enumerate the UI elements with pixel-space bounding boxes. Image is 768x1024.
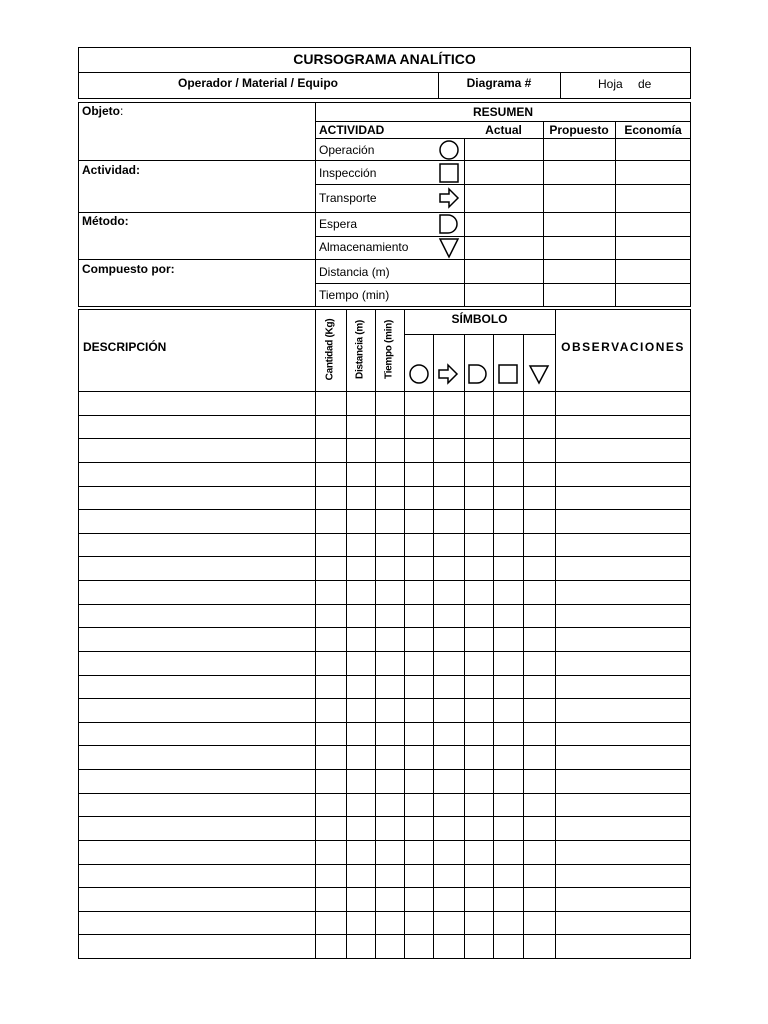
object-label: Objeto: xyxy=(82,104,124,118)
table-cell-input[interactable] xyxy=(316,794,346,816)
summary-col-economy: Economía xyxy=(624,123,682,137)
table-cell-input[interactable] xyxy=(405,841,433,863)
table-cell-input[interactable] xyxy=(376,841,404,863)
table-cell-input[interactable] xyxy=(524,865,555,887)
table-cell-input[interactable] xyxy=(556,699,691,721)
table-cell-input[interactable] xyxy=(376,392,404,414)
table-cell-input[interactable] xyxy=(405,581,433,603)
table-cell-input[interactable] xyxy=(494,605,523,627)
table-cell-input[interactable] xyxy=(347,841,375,863)
table-cell-input[interactable] xyxy=(79,699,315,721)
table-cell-input[interactable] xyxy=(347,605,375,627)
table-cell-input[interactable] xyxy=(316,699,346,721)
table-cell-input[interactable] xyxy=(524,770,555,792)
table-cell-input[interactable] xyxy=(405,463,433,485)
summary-row-wait: Espera xyxy=(319,217,358,231)
table-cell-input[interactable] xyxy=(79,746,315,768)
table-cell-input[interactable] xyxy=(405,392,433,414)
table-cell-input[interactable] xyxy=(347,676,375,698)
table-cell-input[interactable] xyxy=(556,557,691,579)
table-cell-input[interactable] xyxy=(465,794,493,816)
table-cell-input[interactable] xyxy=(347,416,375,438)
table-cell-input[interactable] xyxy=(524,652,555,674)
table-cell-input[interactable] xyxy=(79,912,315,934)
table-cell-input[interactable] xyxy=(316,817,346,839)
table-cell-input[interactable] xyxy=(79,676,315,698)
table-cell-input[interactable] xyxy=(405,912,433,934)
table-cell-input[interactable] xyxy=(347,770,375,792)
table-cell-input[interactable] xyxy=(316,746,346,768)
table-cell-input[interactable] xyxy=(316,557,346,579)
table-cell-input[interactable] xyxy=(79,628,315,650)
table-cell-input[interactable] xyxy=(524,463,555,485)
table-cell-input[interactable] xyxy=(316,676,346,698)
table-cell-input[interactable] xyxy=(376,463,404,485)
table-cell-input[interactable] xyxy=(434,817,464,839)
observations-header: OBSERVACIONES xyxy=(561,340,685,354)
table-cell-input[interactable] xyxy=(405,534,433,556)
table-cell-input[interactable] xyxy=(316,935,346,957)
table-cell-input[interactable] xyxy=(376,557,404,579)
table-cell-input[interactable] xyxy=(556,746,691,768)
table-cell-input[interactable] xyxy=(347,935,375,957)
table-cell-input[interactable] xyxy=(524,817,555,839)
distance-header: Distancia (m) xyxy=(354,320,366,379)
table-cell-input[interactable] xyxy=(347,510,375,532)
table-cell-input[interactable] xyxy=(556,652,691,674)
table-cell-input[interactable] xyxy=(347,463,375,485)
table-cell-input[interactable] xyxy=(376,912,404,934)
table-cell-input[interactable] xyxy=(405,510,433,532)
quantity-header: Cantidad (Kg) xyxy=(324,318,336,381)
table-cell-input[interactable] xyxy=(405,935,433,957)
table-cell-input[interactable] xyxy=(556,912,691,934)
table-cell-input[interactable] xyxy=(347,439,375,461)
table-cell-input[interactable] xyxy=(376,935,404,957)
table-cell-input[interactable] xyxy=(465,463,493,485)
table-cell-input[interactable] xyxy=(494,392,523,414)
table-cell-input[interactable] xyxy=(316,912,346,934)
table-cell-input[interactable] xyxy=(556,392,691,414)
table-cell-input[interactable] xyxy=(434,912,464,934)
table-cell-input[interactable] xyxy=(556,439,691,461)
table-cell-input[interactable] xyxy=(376,416,404,438)
table-cell-input[interactable] xyxy=(316,439,346,461)
table-cell-input[interactable] xyxy=(465,746,493,768)
table-cell-input[interactable] xyxy=(465,534,493,556)
table-cell-input[interactable] xyxy=(494,652,523,674)
table-cell-input[interactable] xyxy=(347,487,375,509)
table-cell-input[interactable] xyxy=(79,770,315,792)
table-cell-input[interactable] xyxy=(376,770,404,792)
table-cell-input[interactable] xyxy=(316,487,346,509)
table-cell-input[interactable] xyxy=(347,817,375,839)
table-cell-input[interactable] xyxy=(465,770,493,792)
summary-row-operation: Operación xyxy=(319,143,375,157)
table-cell-input[interactable] xyxy=(465,841,493,863)
summary-row-storage: Almacenamiento xyxy=(319,240,409,254)
table-cell-input[interactable] xyxy=(376,746,404,768)
table-cell-input[interactable] xyxy=(316,888,346,910)
table-cell-input[interactable] xyxy=(556,865,691,887)
table-cell-input[interactable] xyxy=(405,676,433,698)
table-cell-input[interactable] xyxy=(405,557,433,579)
table-cell-input[interactable] xyxy=(556,416,691,438)
table-cell-input[interactable] xyxy=(347,392,375,414)
summary-col-proposed: Propuesto xyxy=(549,123,609,137)
table-cell-input[interactable] xyxy=(494,888,523,910)
table-cell-input[interactable] xyxy=(434,439,464,461)
diagram-label: Diagrama # xyxy=(466,76,532,90)
table-cell-input[interactable] xyxy=(405,865,433,887)
table-cell-input[interactable] xyxy=(465,723,493,745)
table-cell-input[interactable] xyxy=(347,534,375,556)
composed-label: Compuesto por: xyxy=(82,262,175,276)
table-cell-input[interactable] xyxy=(434,534,464,556)
table-cell-input[interactable] xyxy=(556,534,691,556)
table-cell-input[interactable] xyxy=(556,628,691,650)
table-cell-input[interactable] xyxy=(494,628,523,650)
sheet-label: Hoja xyxy=(598,77,623,91)
table-cell-input[interactable] xyxy=(79,557,315,579)
table-cell-input[interactable] xyxy=(316,510,346,532)
page-title: CURSOGRAMA ANALÍTICO xyxy=(293,51,476,67)
summary-row-inspection: Inspección xyxy=(319,166,377,180)
table-cell-input[interactable] xyxy=(434,652,464,674)
table-cell-input[interactable] xyxy=(465,699,493,721)
table-cell-input[interactable] xyxy=(524,581,555,603)
table-cell-input[interactable] xyxy=(494,416,523,438)
table-cell-input[interactable] xyxy=(434,794,464,816)
table-cell-input[interactable] xyxy=(494,817,523,839)
table-cell-input[interactable] xyxy=(405,746,433,768)
table-cell-input[interactable] xyxy=(494,699,523,721)
table-cell-input[interactable] xyxy=(347,557,375,579)
table-cell-input[interactable] xyxy=(524,794,555,816)
table-cell-input[interactable] xyxy=(316,865,346,887)
table-cell-input[interactable] xyxy=(434,841,464,863)
description-header: DESCRIPCIÓN xyxy=(83,340,167,354)
table-cell-input[interactable] xyxy=(524,605,555,627)
table-cell-input[interactable] xyxy=(347,699,375,721)
table-cell-input[interactable] xyxy=(347,628,375,650)
table-cell-input[interactable] xyxy=(316,581,346,603)
d-shape-icon xyxy=(467,363,489,385)
table-cell-input[interactable] xyxy=(79,652,315,674)
arrow-right-icon xyxy=(437,363,459,385)
table-cell-input[interactable] xyxy=(465,888,493,910)
table-cell-input[interactable] xyxy=(405,699,433,721)
operator-label: Operador / Material / Equipo xyxy=(177,76,339,90)
table-cell-input[interactable] xyxy=(376,699,404,721)
table-cell-input[interactable] xyxy=(494,487,523,509)
table-cell-input[interactable] xyxy=(494,557,523,579)
table-cell-input[interactable] xyxy=(494,746,523,768)
table-cell-input[interactable] xyxy=(556,770,691,792)
symbol-header: SÍMBOLO xyxy=(451,312,508,326)
table-cell-input[interactable] xyxy=(376,628,404,650)
table-cell-input[interactable] xyxy=(556,935,691,957)
summary-row-time: Tiempo (min) xyxy=(319,288,390,302)
table-cell-input[interactable] xyxy=(347,794,375,816)
table-cell-input[interactable] xyxy=(465,487,493,509)
table-cell-input[interactable] xyxy=(405,794,433,816)
table-cell-input[interactable] xyxy=(556,510,691,532)
table-cell-input[interactable] xyxy=(434,605,464,627)
table-cell-input[interactable] xyxy=(434,770,464,792)
summary-col-actual: Actual xyxy=(485,123,522,137)
table-cell-input[interactable] xyxy=(434,487,464,509)
table-cell-input[interactable] xyxy=(494,534,523,556)
table-cell-input[interactable] xyxy=(465,605,493,627)
summary-col-activity: ACTIVIDAD xyxy=(319,123,385,137)
table-cell-input[interactable] xyxy=(524,912,555,934)
table-cell-input[interactable] xyxy=(79,605,315,627)
table-cell-input[interactable] xyxy=(434,628,464,650)
table-cell-input[interactable] xyxy=(556,841,691,863)
summary-row-transport: Transporte xyxy=(319,191,377,205)
table-cell-input[interactable] xyxy=(465,628,493,650)
circle-icon xyxy=(438,140,460,160)
table-cell-input[interactable] xyxy=(494,463,523,485)
table-cell-input[interactable] xyxy=(347,723,375,745)
table-cell-input[interactable] xyxy=(376,817,404,839)
table-cell-input[interactable] xyxy=(79,817,315,839)
table-cell-input[interactable] xyxy=(465,865,493,887)
table-cell-input[interactable] xyxy=(376,723,404,745)
table-cell-input[interactable] xyxy=(524,557,555,579)
table-cell-input[interactable] xyxy=(405,652,433,674)
table-cell-input[interactable] xyxy=(434,935,464,957)
table-cell-input[interactable] xyxy=(465,912,493,934)
table-cell-input[interactable] xyxy=(79,510,315,532)
table-cell-input[interactable] xyxy=(524,628,555,650)
table-cell-input[interactable] xyxy=(494,676,523,698)
table-cell-input[interactable] xyxy=(465,817,493,839)
table-cell-input[interactable] xyxy=(316,770,346,792)
table-cell-input[interactable] xyxy=(434,463,464,485)
table-cell-input[interactable] xyxy=(465,935,493,957)
table-cell-input[interactable] xyxy=(465,557,493,579)
table-cell-input[interactable] xyxy=(376,794,404,816)
table-cell-input[interactable] xyxy=(556,581,691,603)
table-cell-input[interactable] xyxy=(434,746,464,768)
of-label: de xyxy=(638,77,652,91)
square-icon xyxy=(497,363,519,385)
table-cell-input[interactable] xyxy=(376,487,404,509)
summary-row-distance: Distancia (m) xyxy=(319,265,390,279)
table-cell-input[interactable] xyxy=(405,416,433,438)
table-cell-input[interactable] xyxy=(465,392,493,414)
table-cell-input[interactable] xyxy=(556,888,691,910)
table-cell-input[interactable] xyxy=(79,392,315,414)
table-cell-input[interactable] xyxy=(434,865,464,887)
table-cell-input[interactable] xyxy=(434,510,464,532)
table-cell-input[interactable] xyxy=(405,605,433,627)
table-cell-input[interactable] xyxy=(524,392,555,414)
table-cell-input[interactable] xyxy=(465,439,493,461)
table-cell-input[interactable] xyxy=(316,841,346,863)
table-cell-input[interactable] xyxy=(494,770,523,792)
table-cell-input[interactable] xyxy=(376,652,404,674)
table-cell-input[interactable] xyxy=(494,935,523,957)
table-cell-input[interactable] xyxy=(376,888,404,910)
time-header: Tiempo (min) xyxy=(383,320,395,379)
table-cell-input[interactable] xyxy=(79,463,315,485)
arrow-right-icon xyxy=(438,187,460,209)
d-shape-icon xyxy=(438,213,460,235)
table-cell-input[interactable] xyxy=(556,676,691,698)
table-cell-input[interactable] xyxy=(316,463,346,485)
table-cell-input[interactable] xyxy=(79,935,315,957)
table-cell-input[interactable] xyxy=(79,865,315,887)
table-cell-input[interactable] xyxy=(434,723,464,745)
table-cell-input[interactable] xyxy=(376,439,404,461)
table-cell-input[interactable] xyxy=(316,605,346,627)
table-cell-input[interactable] xyxy=(465,676,493,698)
table-cell-input[interactable] xyxy=(434,416,464,438)
table-cell-input[interactable] xyxy=(556,794,691,816)
summary-title: RESUMEN xyxy=(472,105,533,119)
table-cell-input[interactable] xyxy=(405,770,433,792)
table-cell-input[interactable] xyxy=(524,487,555,509)
square-icon xyxy=(438,162,460,184)
table-cell-input[interactable] xyxy=(79,487,315,509)
table-cell-input[interactable] xyxy=(524,841,555,863)
table-cell-input[interactable] xyxy=(79,581,315,603)
table-cell-input[interactable] xyxy=(376,534,404,556)
table-cell-input[interactable] xyxy=(556,723,691,745)
table-cell-input[interactable] xyxy=(434,888,464,910)
table-cell-input[interactable] xyxy=(494,723,523,745)
table-cell-input[interactable] xyxy=(347,888,375,910)
table-cell-input[interactable] xyxy=(556,605,691,627)
table-cell-input[interactable] xyxy=(405,628,433,650)
table-cell-input[interactable] xyxy=(405,487,433,509)
table-cell-input[interactable] xyxy=(316,628,346,650)
table-cell-input[interactable] xyxy=(494,865,523,887)
table-cell-input[interactable] xyxy=(376,865,404,887)
table-cell-input[interactable] xyxy=(556,817,691,839)
table-cell-input[interactable] xyxy=(494,581,523,603)
table-cell-input[interactable] xyxy=(347,912,375,934)
table-cell-input[interactable] xyxy=(465,652,493,674)
table-cell-input[interactable] xyxy=(376,581,404,603)
table-cell-input[interactable] xyxy=(524,416,555,438)
table-cell-input[interactable] xyxy=(316,534,346,556)
activity-label: Actividad: xyxy=(82,163,141,177)
table-cell-input[interactable] xyxy=(465,581,493,603)
table-cell-input[interactable] xyxy=(316,723,346,745)
method-label: Método: xyxy=(82,214,129,228)
table-cell-input[interactable] xyxy=(465,510,493,532)
triangle-down-icon xyxy=(438,237,460,259)
table-cell-input[interactable] xyxy=(376,676,404,698)
table-cell-input[interactable] xyxy=(556,463,691,485)
table-cell-input[interactable] xyxy=(524,439,555,461)
table-cell-input[interactable] xyxy=(79,841,315,863)
table-cell-input[interactable] xyxy=(347,581,375,603)
table-cell-input[interactable] xyxy=(524,935,555,957)
table-cell-input[interactable] xyxy=(524,888,555,910)
table-cell-input[interactable] xyxy=(434,392,464,414)
table-cell-input[interactable] xyxy=(524,723,555,745)
table-cell-input[interactable] xyxy=(376,510,404,532)
table-cell-input[interactable] xyxy=(434,581,464,603)
table-cell-input[interactable] xyxy=(405,888,433,910)
circle-icon xyxy=(408,363,430,385)
table-cell-input[interactable] xyxy=(524,699,555,721)
table-cell-input[interactable] xyxy=(494,841,523,863)
table-cell-input[interactable] xyxy=(316,652,346,674)
table-cell-input[interactable] xyxy=(79,416,315,438)
table-cell-input[interactable] xyxy=(79,794,315,816)
table-cell-input[interactable] xyxy=(376,605,404,627)
table-cell-input[interactable] xyxy=(494,794,523,816)
table-cell-input[interactable] xyxy=(524,510,555,532)
table-cell-input[interactable] xyxy=(405,817,433,839)
table-cell-input[interactable] xyxy=(434,699,464,721)
table-cell-input[interactable] xyxy=(434,676,464,698)
table-cell-input[interactable] xyxy=(494,510,523,532)
table-cell-input[interactable] xyxy=(556,487,691,509)
table-cell-input[interactable] xyxy=(347,746,375,768)
table-cell-input[interactable] xyxy=(434,557,464,579)
table-cell-input[interactable] xyxy=(465,416,493,438)
table-cell-input[interactable] xyxy=(524,676,555,698)
table-cell-input[interactable] xyxy=(347,652,375,674)
table-cell-input[interactable] xyxy=(405,723,433,745)
table-cell-input[interactable] xyxy=(79,439,315,461)
table-cell-input[interactable] xyxy=(347,865,375,887)
table-cell-input[interactable] xyxy=(79,723,315,745)
table-cell-input[interactable] xyxy=(79,888,315,910)
table-cell-input[interactable] xyxy=(524,746,555,768)
table-cell-input[interactable] xyxy=(494,439,523,461)
triangle-down-icon xyxy=(528,363,550,385)
table-cell-input[interactable] xyxy=(524,534,555,556)
table-cell-input[interactable] xyxy=(79,534,315,556)
table-cell-input[interactable] xyxy=(494,912,523,934)
table-cell-input[interactable] xyxy=(316,416,346,438)
table-cell-input[interactable] xyxy=(316,392,346,414)
table-cell-input[interactable] xyxy=(405,439,433,461)
